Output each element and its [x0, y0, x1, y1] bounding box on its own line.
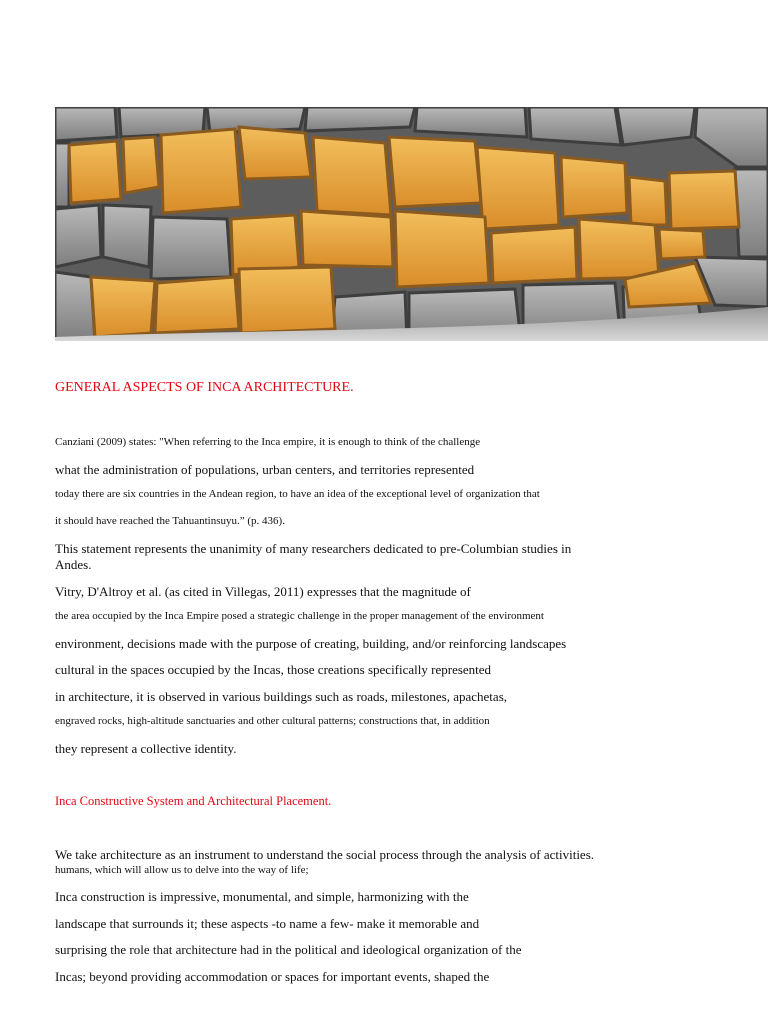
paragraph-line: Canziani (2009) states: "When referring to the Inca empire, it is enough to think of the challenge — [55, 436, 481, 448]
inca-wall-illustration — [55, 107, 768, 341]
paragraph-line: Vitry, D'Altroy et al. (as cited in Villegas, 2011) expresses that the magnitude of — [55, 584, 471, 599]
paragraph-line: they represent a collective identity. — [55, 741, 237, 756]
paragraph-line: landscape that surrounds it; these aspects -to name a few- make it memorable and — [55, 916, 480, 931]
paragraph-line: what the administration of populations, urban centers, and territories represented — [55, 462, 475, 477]
paragraph-line: environment, decisions made with the purpose of creating, building, and/or reinforcing landscapes — [55, 636, 567, 651]
inca-wall-photo — [55, 107, 768, 341]
paragraph-line: it should have reached the Tahuantinsuyu.” (p. 436). — [55, 515, 285, 527]
paragraph-line: surprising the role that architecture had in the political and ideological organization of the — [55, 942, 522, 957]
paragraph-line: Andes. — [55, 557, 92, 572]
section-heading-general-aspects: GENERAL ASPECTS OF INCA ARCHITECTURE. — [55, 380, 354, 395]
paragraph-line: today there are six countries in the Andean region, to have an idea of the exceptional level of organization that — [55, 488, 540, 500]
paragraph-line: We take architecture as an instrument to understand the social process through the analysis of activities. — [55, 847, 595, 862]
paragraph-line: Incas; beyond providing accommodation or spaces for important events, shaped the — [55, 969, 490, 984]
paragraph-line: humans, which will allow us to delve into the way of life; — [55, 864, 309, 876]
paragraph-line: in architecture, it is observed in various buildings such as roads, milestones, apachetas, — [55, 689, 507, 704]
section-heading-constructive-system: Inca Constructive System and Architectural Placement. — [55, 794, 332, 808]
paragraph-line: cultural in the spaces occupied by the Incas, those creations specifically represented — [55, 662, 492, 677]
paragraph-line: engraved rocks, high-altitude sanctuaries and other cultural patterns; constructions that, in addition — [55, 715, 490, 727]
paragraph-line: the area occupied by the Inca Empire posed a strategic challenge in the proper management of the environment — [55, 610, 544, 622]
paragraph-line: This statement represents the unanimity of many researchers dedicated to pre-Columbian studies in — [55, 541, 572, 556]
paragraph-line: Inca construction is impressive, monumental, and simple, harmonizing with the — [55, 889, 469, 904]
